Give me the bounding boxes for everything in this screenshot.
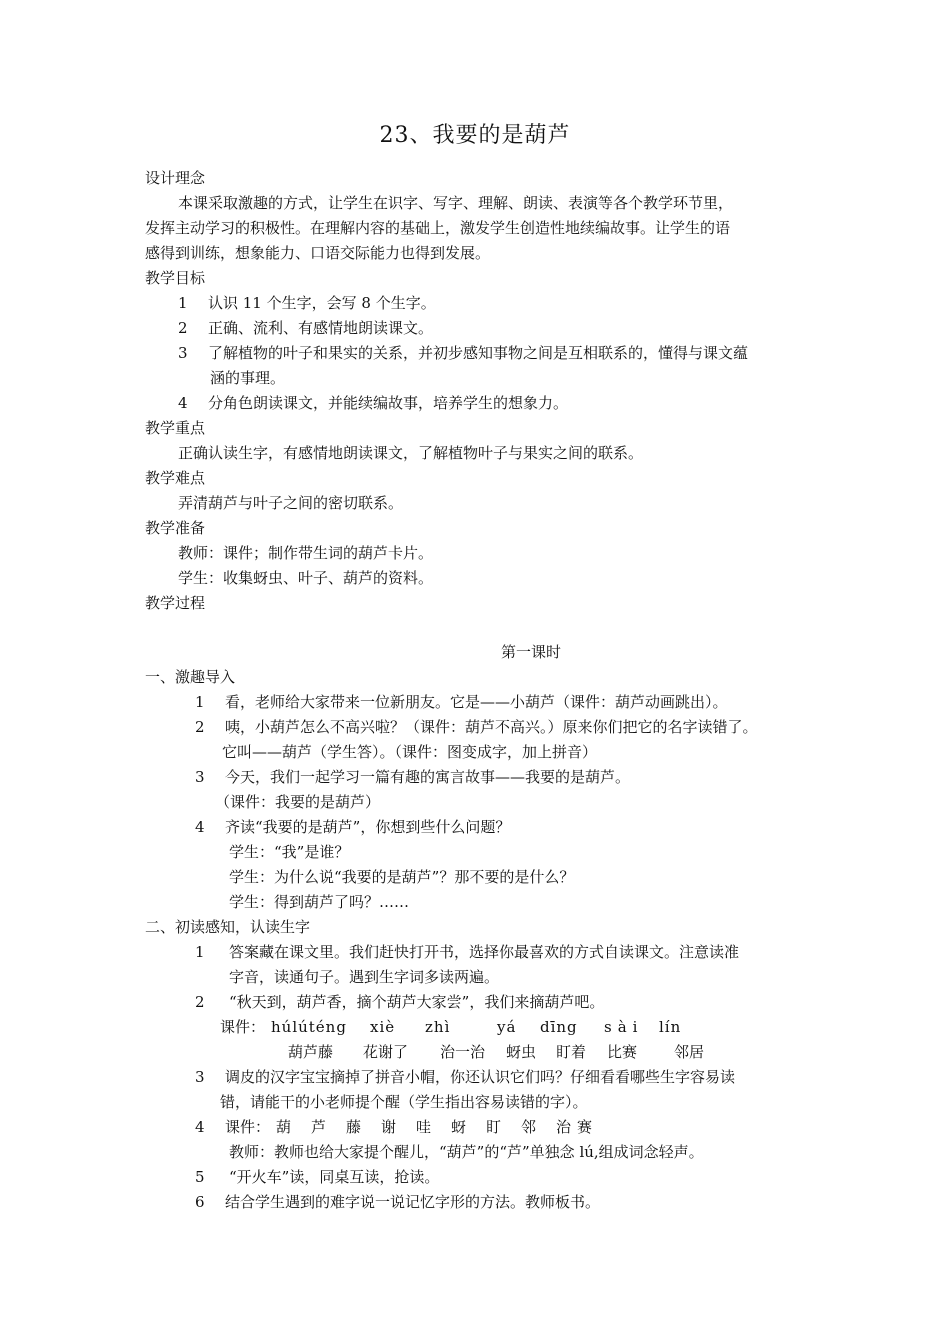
item-number: 6 xyxy=(195,1193,205,1211)
item-text: 结合学生遇到的难字说一说记忆字形的方法。教师板书。 xyxy=(225,1193,601,1211)
vocab-word: 邻居 xyxy=(674,1043,705,1061)
student-answer: 学生：“我”是谁？ xyxy=(229,843,350,861)
goal-number: 3 xyxy=(178,344,188,362)
difficulty-heading: 教学难点 xyxy=(145,469,206,487)
pinyin-item: húlúténg xyxy=(271,1018,347,1036)
vocab-word: 蚜虫 xyxy=(506,1043,537,1061)
prep-heading: 教学准备 xyxy=(145,519,206,537)
item-text: 咦，小葫芦怎么不高兴啦？（课件：葫芦不高兴。）原来你们把它的名字读错了。 xyxy=(225,718,758,736)
paragraph-line: 发挥主动学习的积极性。在理解内容的基础上，激发学生创造性地续编故事。让学生的语 xyxy=(145,219,731,237)
goal-text: 正确、流利、有感情地朗读课文。 xyxy=(208,319,434,337)
vocab-word: 葫芦藤 xyxy=(288,1043,334,1061)
vocab-word: 治一治 xyxy=(440,1043,486,1061)
difficulty-text: 弄清葫芦与叶子之间的密切联系。 xyxy=(178,494,404,512)
paragraph-line: 感得到训练，想象能力、口语交际能力也得到发展。 xyxy=(145,244,491,262)
item-number: 2 xyxy=(195,993,205,1011)
design-concept-heading: 设计理念 xyxy=(145,169,206,187)
item-text: 今天，我们一起学习一篇有趣的寓言故事——我要的是葫芦。 xyxy=(225,768,631,786)
item-text: “开火车”读，同桌互读，抢读。 xyxy=(229,1168,440,1186)
goal-number: 4 xyxy=(178,394,188,412)
item-text-continued: （课件：我要的是葫芦） xyxy=(215,793,381,811)
item-text-continued: 字音，读通句子。遇到生字词多读两遍。 xyxy=(229,968,500,986)
item-number: 1 xyxy=(195,693,205,711)
vocab-word: 花谢了 xyxy=(363,1043,409,1061)
character-card: 谢 xyxy=(381,1118,397,1136)
student-answer: 学生：为什么说“我要的是葫芦”？那不要的是什么？ xyxy=(229,868,575,886)
character-card: 哇 xyxy=(416,1118,432,1136)
item-text-continued: 它叫——葫芦（学生答）。（课件：图变成字，加上拼音） xyxy=(222,743,598,761)
student-answer: 学生：得到葫芦了吗？…… xyxy=(229,893,410,911)
pinyin-item: lín xyxy=(659,1018,682,1036)
character-card: 赛 xyxy=(577,1118,593,1136)
goal-number: 1 xyxy=(178,294,188,312)
goal-text-continued: 涵的事理。 xyxy=(210,369,286,387)
character-card: 芦 xyxy=(311,1118,327,1136)
character-card: 蚜 xyxy=(451,1118,467,1136)
item-text: 齐读“我要的是葫芦”，你想到些什么问题？ xyxy=(225,818,511,836)
item-text: 调皮的汉字宝宝摘掉了拼音小帽，你还认识它们吗？仔细看看哪些生字容易读 xyxy=(225,1068,736,1086)
character-card: 藤 xyxy=(346,1118,362,1136)
goal-number: 2 xyxy=(178,319,188,337)
vocab-word: 盯着 xyxy=(556,1043,587,1061)
vocab-word: 比赛 xyxy=(607,1043,638,1061)
pinyin-label: 课件： xyxy=(220,1018,266,1036)
item-number: 2 xyxy=(195,718,205,736)
character-card: 盯 xyxy=(486,1118,502,1136)
key-points-heading: 教学重点 xyxy=(145,419,206,437)
part1-heading: 一、激趣导入 xyxy=(145,668,236,686)
part2-heading: 二、初读感知，认读生字 xyxy=(145,918,311,936)
item-text: 看，老师给大家带来一位新朋友。它是——小葫芦（课件：葫芦动画跳出）。 xyxy=(225,693,728,711)
item-text: 答案藏在课文里。我们赶快打开书，选择你最喜欢的方式自读课文。注意读准 xyxy=(229,943,740,961)
character-card: 邻 xyxy=(521,1118,537,1136)
item-number: 3 xyxy=(195,1068,205,1086)
character-card: 葫 xyxy=(276,1118,292,1136)
prep-teacher: 教师：课件；制作带生词的葫芦卡片。 xyxy=(178,544,434,562)
item-number: 5 xyxy=(195,1168,205,1186)
item-label: 课件： xyxy=(225,1118,271,1136)
item-number: 1 xyxy=(195,943,205,961)
goal-text: 认识 11 个生字，会写 8 个生字。 xyxy=(208,294,436,312)
goal-text: 了解植物的叶子和果实的关系，并初步感知事物之间是互相联系的，懂得与课文蕴 xyxy=(208,344,749,362)
teacher-note: 教师：教师也给大家提个醒儿，“葫芦”的“芦”单独念 lú,组成词念轻声。 xyxy=(229,1143,704,1161)
pinyin-item: xiè xyxy=(370,1018,396,1036)
pinyin-item: sài xyxy=(604,1018,644,1036)
goal-text: 分角色朗读课文，并能续编故事，培养学生的想象力。 xyxy=(208,394,569,412)
item-number: 4 xyxy=(195,818,205,836)
goals-heading: 教学目标 xyxy=(145,269,206,287)
paragraph-line: 本课采取激趣的方式，让学生在识字、写字、理解、朗读、表演等各个教学环节里， xyxy=(178,194,734,212)
process-heading: 教学过程 xyxy=(145,594,206,612)
prep-student: 学生：收集蚜虫、叶子、葫芦的资料。 xyxy=(178,569,434,587)
pinyin-item: dīng xyxy=(540,1018,578,1036)
pinyin-item: yá xyxy=(497,1018,517,1036)
pinyin-item: zhì xyxy=(425,1018,451,1036)
item-number: 4 xyxy=(195,1118,205,1136)
page-title: 23、我要的是葫芦 xyxy=(379,123,571,148)
key-points-text: 正确认读生字，有感情地朗读课文，了解植物叶子与果实之间的联系。 xyxy=(178,444,644,462)
character-card: 治 xyxy=(556,1118,572,1136)
item-number: 3 xyxy=(195,768,205,786)
lesson-heading: 第一课时 xyxy=(500,643,561,661)
item-text: “秋天到，葫芦香，摘个葫芦大家尝”，我们来摘葫芦吧。 xyxy=(229,993,605,1011)
item-text-continued: 错，请能干的小老师提个醒（学生指出容易读错的字）。 xyxy=(220,1093,588,1111)
